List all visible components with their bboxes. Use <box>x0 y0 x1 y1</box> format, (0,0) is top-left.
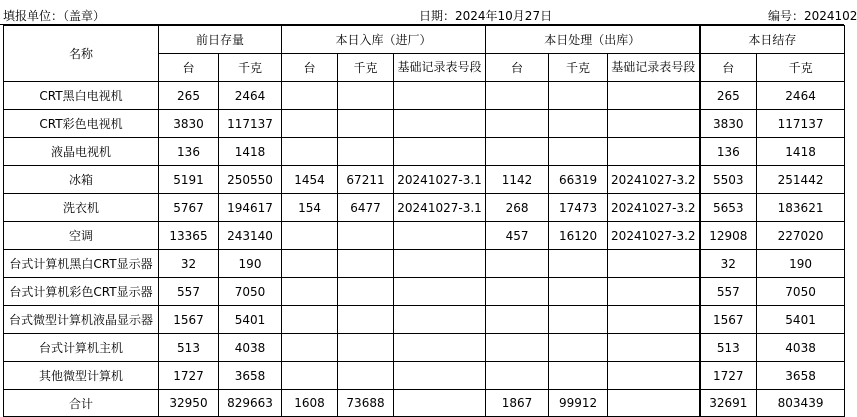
prev-kg-cell[interactable]: 243140 <box>219 222 282 250</box>
in-kg-cell[interactable] <box>338 334 394 362</box>
in-tai-cell[interactable] <box>282 250 338 278</box>
out-kg-cell[interactable] <box>549 306 608 334</box>
bal-kg-cell[interactable]: 3658 <box>757 362 845 390</box>
bal-tai-cell[interactable]: 5503 <box>700 166 757 194</box>
name-cell[interactable]: 洗衣机 <box>4 194 159 222</box>
in-kg-cell[interactable] <box>338 278 394 306</box>
prev-kg-cell[interactable]: 7050 <box>219 278 282 306</box>
prev-kg-cell[interactable]: 5401 <box>219 306 282 334</box>
in-record-cell[interactable] <box>394 110 486 138</box>
in-record-cell[interactable] <box>394 278 486 306</box>
prev-tai-cell[interactable]: 5767 <box>159 194 219 222</box>
out-tai-cell[interactable] <box>486 306 549 334</box>
in-kg-cell[interactable] <box>338 222 394 250</box>
in-tai-cell[interactable] <box>282 138 338 166</box>
in-tai-header[interactable]: 台 <box>282 54 338 82</box>
total-row <box>4 390 845 417</box>
number-label: 编号：2024102 <box>768 9 857 23</box>
bal-tai-cell[interactable]: 265 <box>700 82 757 110</box>
out-tai-cell[interactable]: 457 <box>486 222 549 250</box>
bal-tai-cell[interactable]: 136 <box>700 138 757 166</box>
in-kg-cell[interactable]: 6477 <box>338 194 394 222</box>
group-header-previous[interactable]: 前日存量 <box>159 26 282 54</box>
in-kg-cell[interactable]: 67211 <box>338 166 394 194</box>
inventory-table <box>3 25 845 417</box>
out-record-cell[interactable] <box>608 334 700 362</box>
table-row <box>4 278 845 306</box>
total-bal-kg-cell[interactable]: 803439 <box>757 390 845 417</box>
prev-kg-cell[interactable]: 2464 <box>219 82 282 110</box>
in-tai-cell[interactable] <box>282 110 338 138</box>
in-record-header[interactable]: 基础记录表号段 <box>394 54 486 82</box>
out-record-cell[interactable] <box>608 138 700 166</box>
table-row <box>4 110 845 138</box>
prev-tai-cell[interactable]: 3830 <box>159 110 219 138</box>
report-header <box>0 0 857 25</box>
date-label: 日期：2024年10月27日 <box>419 9 553 23</box>
prev-tai-cell[interactable]: 136 <box>159 138 219 166</box>
out-kg-cell[interactable]: 17473 <box>549 194 608 222</box>
in-kg-cell[interactable] <box>338 110 394 138</box>
in-tai-cell[interactable]: 1454 <box>282 166 338 194</box>
in-tai-cell[interactable] <box>282 334 338 362</box>
out-kg-cell[interactable] <box>549 250 608 278</box>
name-cell[interactable]: 台式计算机主机 <box>4 334 159 362</box>
name-column-header[interactable]: 名称 <box>4 26 159 82</box>
bal-kg-cell[interactable]: 251442 <box>757 166 845 194</box>
in-kg-cell[interactable] <box>338 82 394 110</box>
in-tai-cell[interactable] <box>282 362 338 390</box>
header-row-groups <box>4 26 845 54</box>
bal-kg-cell[interactable]: 1418 <box>757 138 845 166</box>
total-prev-tai-cell[interactable]: 32950 <box>159 390 219 417</box>
prev-tai-cell[interactable]: 557 <box>159 278 219 306</box>
in-kg-cell[interactable] <box>338 362 394 390</box>
unit-label: 填报单位：（盖章） <box>3 9 106 23</box>
bal-kg-cell[interactable]: 5401 <box>757 306 845 334</box>
out-record-cell[interactable] <box>608 278 700 306</box>
prev-tai-cell[interactable]: 1727 <box>159 362 219 390</box>
out-record-cell[interactable]: 20241027-3.2 <box>608 222 700 250</box>
in-record-cell[interactable] <box>394 250 486 278</box>
bal-kg-cell[interactable]: 227020 <box>757 222 845 250</box>
out-tai-cell[interactable] <box>486 110 549 138</box>
table-body <box>4 82 845 390</box>
total-name-cell[interactable]: 合计 <box>4 390 159 417</box>
bal-kg-cell[interactable]: 183621 <box>757 194 845 222</box>
in-record-cell[interactable] <box>394 334 486 362</box>
in-tai-cell[interactable] <box>282 278 338 306</box>
out-kg-cell[interactable]: 16120 <box>549 222 608 250</box>
prev-kg-header[interactable]: 千克 <box>219 54 282 82</box>
out-kg-cell[interactable]: 66319 <box>549 166 608 194</box>
prev-tai-cell[interactable]: 513 <box>159 334 219 362</box>
name-cell[interactable]: 台式计算机黑白CRT显示器 <box>4 250 159 278</box>
total-out-tai-cell[interactable]: 1867 <box>486 390 549 417</box>
total-out-kg-cell[interactable]: 99912 <box>549 390 608 417</box>
out-tai-header[interactable]: 台 <box>486 54 549 82</box>
in-tai-cell[interactable] <box>282 222 338 250</box>
name-cell[interactable]: 冰箱 <box>4 166 159 194</box>
out-record-cell[interactable] <box>608 82 700 110</box>
bal-tai-cell[interactable]: 3830 <box>700 110 757 138</box>
out-tai-cell[interactable] <box>486 138 549 166</box>
table-row <box>4 250 845 278</box>
out-record-cell[interactable]: 20241027-3.2 <box>608 194 700 222</box>
bal-tai-header[interactable]: 台 <box>700 54 757 82</box>
prev-tai-header[interactable]: 台 <box>159 54 219 82</box>
prev-kg-cell[interactable]: 190 <box>219 250 282 278</box>
prev-kg-cell[interactable]: 194617 <box>219 194 282 222</box>
out-kg-cell[interactable] <box>549 278 608 306</box>
out-kg-cell[interactable] <box>549 110 608 138</box>
bal-kg-header[interactable]: 千克 <box>757 54 845 82</box>
out-tai-cell[interactable] <box>486 362 549 390</box>
name-cell[interactable]: 台式微型计算机液晶显示器 <box>4 306 159 334</box>
in-record-cell[interactable]: 20241027-3.1 <box>394 194 486 222</box>
total-in-kg-cell[interactable]: 73688 <box>338 390 394 417</box>
in-kg-cell[interactable] <box>338 306 394 334</box>
out-record-cell[interactable] <box>608 306 700 334</box>
in-tai-cell[interactable] <box>282 82 338 110</box>
table-row <box>4 362 845 390</box>
in-kg-header[interactable]: 千克 <box>338 54 394 82</box>
prev-tai-cell[interactable]: 13365 <box>159 222 219 250</box>
in-kg-cell[interactable] <box>338 250 394 278</box>
bal-tai-cell[interactable]: 557 <box>700 278 757 306</box>
table-row <box>4 82 845 110</box>
in-record-cell[interactable]: 20241027-3.1 <box>394 166 486 194</box>
out-kg-cell[interactable] <box>549 138 608 166</box>
name-cell[interactable]: 其他微型计算机 <box>4 362 159 390</box>
total-in-tai-cell[interactable]: 1608 <box>282 390 338 417</box>
table-row <box>4 222 845 250</box>
prev-tai-cell[interactable]: 265 <box>159 82 219 110</box>
in-tai-cell[interactable]: 154 <box>282 194 338 222</box>
bal-tai-cell[interactable]: 1567 <box>700 306 757 334</box>
out-record-cell[interactable]: 20241027-3.2 <box>608 166 700 194</box>
out-record-cell[interactable] <box>608 110 700 138</box>
bal-tai-cell[interactable]: 513 <box>700 334 757 362</box>
name-cell[interactable]: CRT彩色电视机 <box>4 110 159 138</box>
in-kg-cell[interactable] <box>338 138 394 166</box>
in-record-cell[interactable] <box>394 362 486 390</box>
out-record-cell[interactable] <box>608 250 700 278</box>
name-cell[interactable]: 空调 <box>4 222 159 250</box>
bal-kg-cell[interactable]: 7050 <box>757 278 845 306</box>
prev-kg-cell[interactable]: 3658 <box>219 362 282 390</box>
name-cell[interactable]: 液晶电视机 <box>4 138 159 166</box>
table-row <box>4 334 845 362</box>
out-tai-cell[interactable]: 268 <box>486 194 549 222</box>
out-tai-cell[interactable]: 1142 <box>486 166 549 194</box>
out-record-header[interactable]: 基础记录表号段 <box>608 54 700 82</box>
group-header-outbound[interactable]: 本日处理（出库） <box>486 26 700 54</box>
out-kg-cell[interactable] <box>549 362 608 390</box>
prev-kg-cell[interactable]: 250550 <box>219 166 282 194</box>
bal-tai-cell[interactable]: 32 <box>700 250 757 278</box>
prev-kg-cell[interactable]: 117137 <box>219 110 282 138</box>
in-record-cell[interactable] <box>394 82 486 110</box>
total-prev-kg-cell[interactable]: 829663 <box>219 390 282 417</box>
total-out-record-cell[interactable] <box>608 390 700 417</box>
total-bal-tai-cell[interactable]: 32691 <box>700 390 757 417</box>
out-kg-cell[interactable] <box>549 82 608 110</box>
table-row <box>4 138 845 166</box>
bal-kg-cell[interactable]: 4038 <box>757 334 845 362</box>
bal-tai-cell[interactable]: 1727 <box>700 362 757 390</box>
bal-tai-cell[interactable]: 5653 <box>700 194 757 222</box>
prev-kg-cell[interactable]: 1418 <box>219 138 282 166</box>
out-tai-cell[interactable] <box>486 278 549 306</box>
in-record-cell[interactable] <box>394 222 486 250</box>
out-kg-cell[interactable] <box>549 334 608 362</box>
name-cell[interactable]: 台式计算机彩色CRT显示器 <box>4 278 159 306</box>
bal-kg-cell[interactable]: 2464 <box>757 82 845 110</box>
prev-tai-cell[interactable]: 1567 <box>159 306 219 334</box>
group-header-inbound[interactable]: 本日入库（进厂） <box>282 26 486 54</box>
in-record-cell[interactable] <box>394 306 486 334</box>
table-row <box>4 306 845 334</box>
bal-tai-cell[interactable]: 12908 <box>700 222 757 250</box>
out-tai-cell[interactable] <box>486 82 549 110</box>
out-kg-header[interactable]: 千克 <box>549 54 608 82</box>
total-in-record-cell[interactable] <box>394 390 486 417</box>
table-row <box>4 166 845 194</box>
table-row <box>4 194 845 222</box>
out-record-cell[interactable] <box>608 362 700 390</box>
prev-tai-cell[interactable]: 5191 <box>159 166 219 194</box>
out-tai-cell[interactable] <box>486 334 549 362</box>
bal-kg-cell[interactable]: 117137 <box>757 110 845 138</box>
group-header-balance[interactable]: 本日结存 <box>700 26 845 54</box>
prev-tai-cell[interactable]: 32 <box>159 250 219 278</box>
out-tai-cell[interactable] <box>486 250 549 278</box>
in-tai-cell[interactable] <box>282 306 338 334</box>
prev-kg-cell[interactable]: 4038 <box>219 334 282 362</box>
bal-kg-cell[interactable]: 190 <box>757 250 845 278</box>
name-cell[interactable]: CRT黑白电视机 <box>4 82 159 110</box>
in-record-cell[interactable] <box>394 138 486 166</box>
